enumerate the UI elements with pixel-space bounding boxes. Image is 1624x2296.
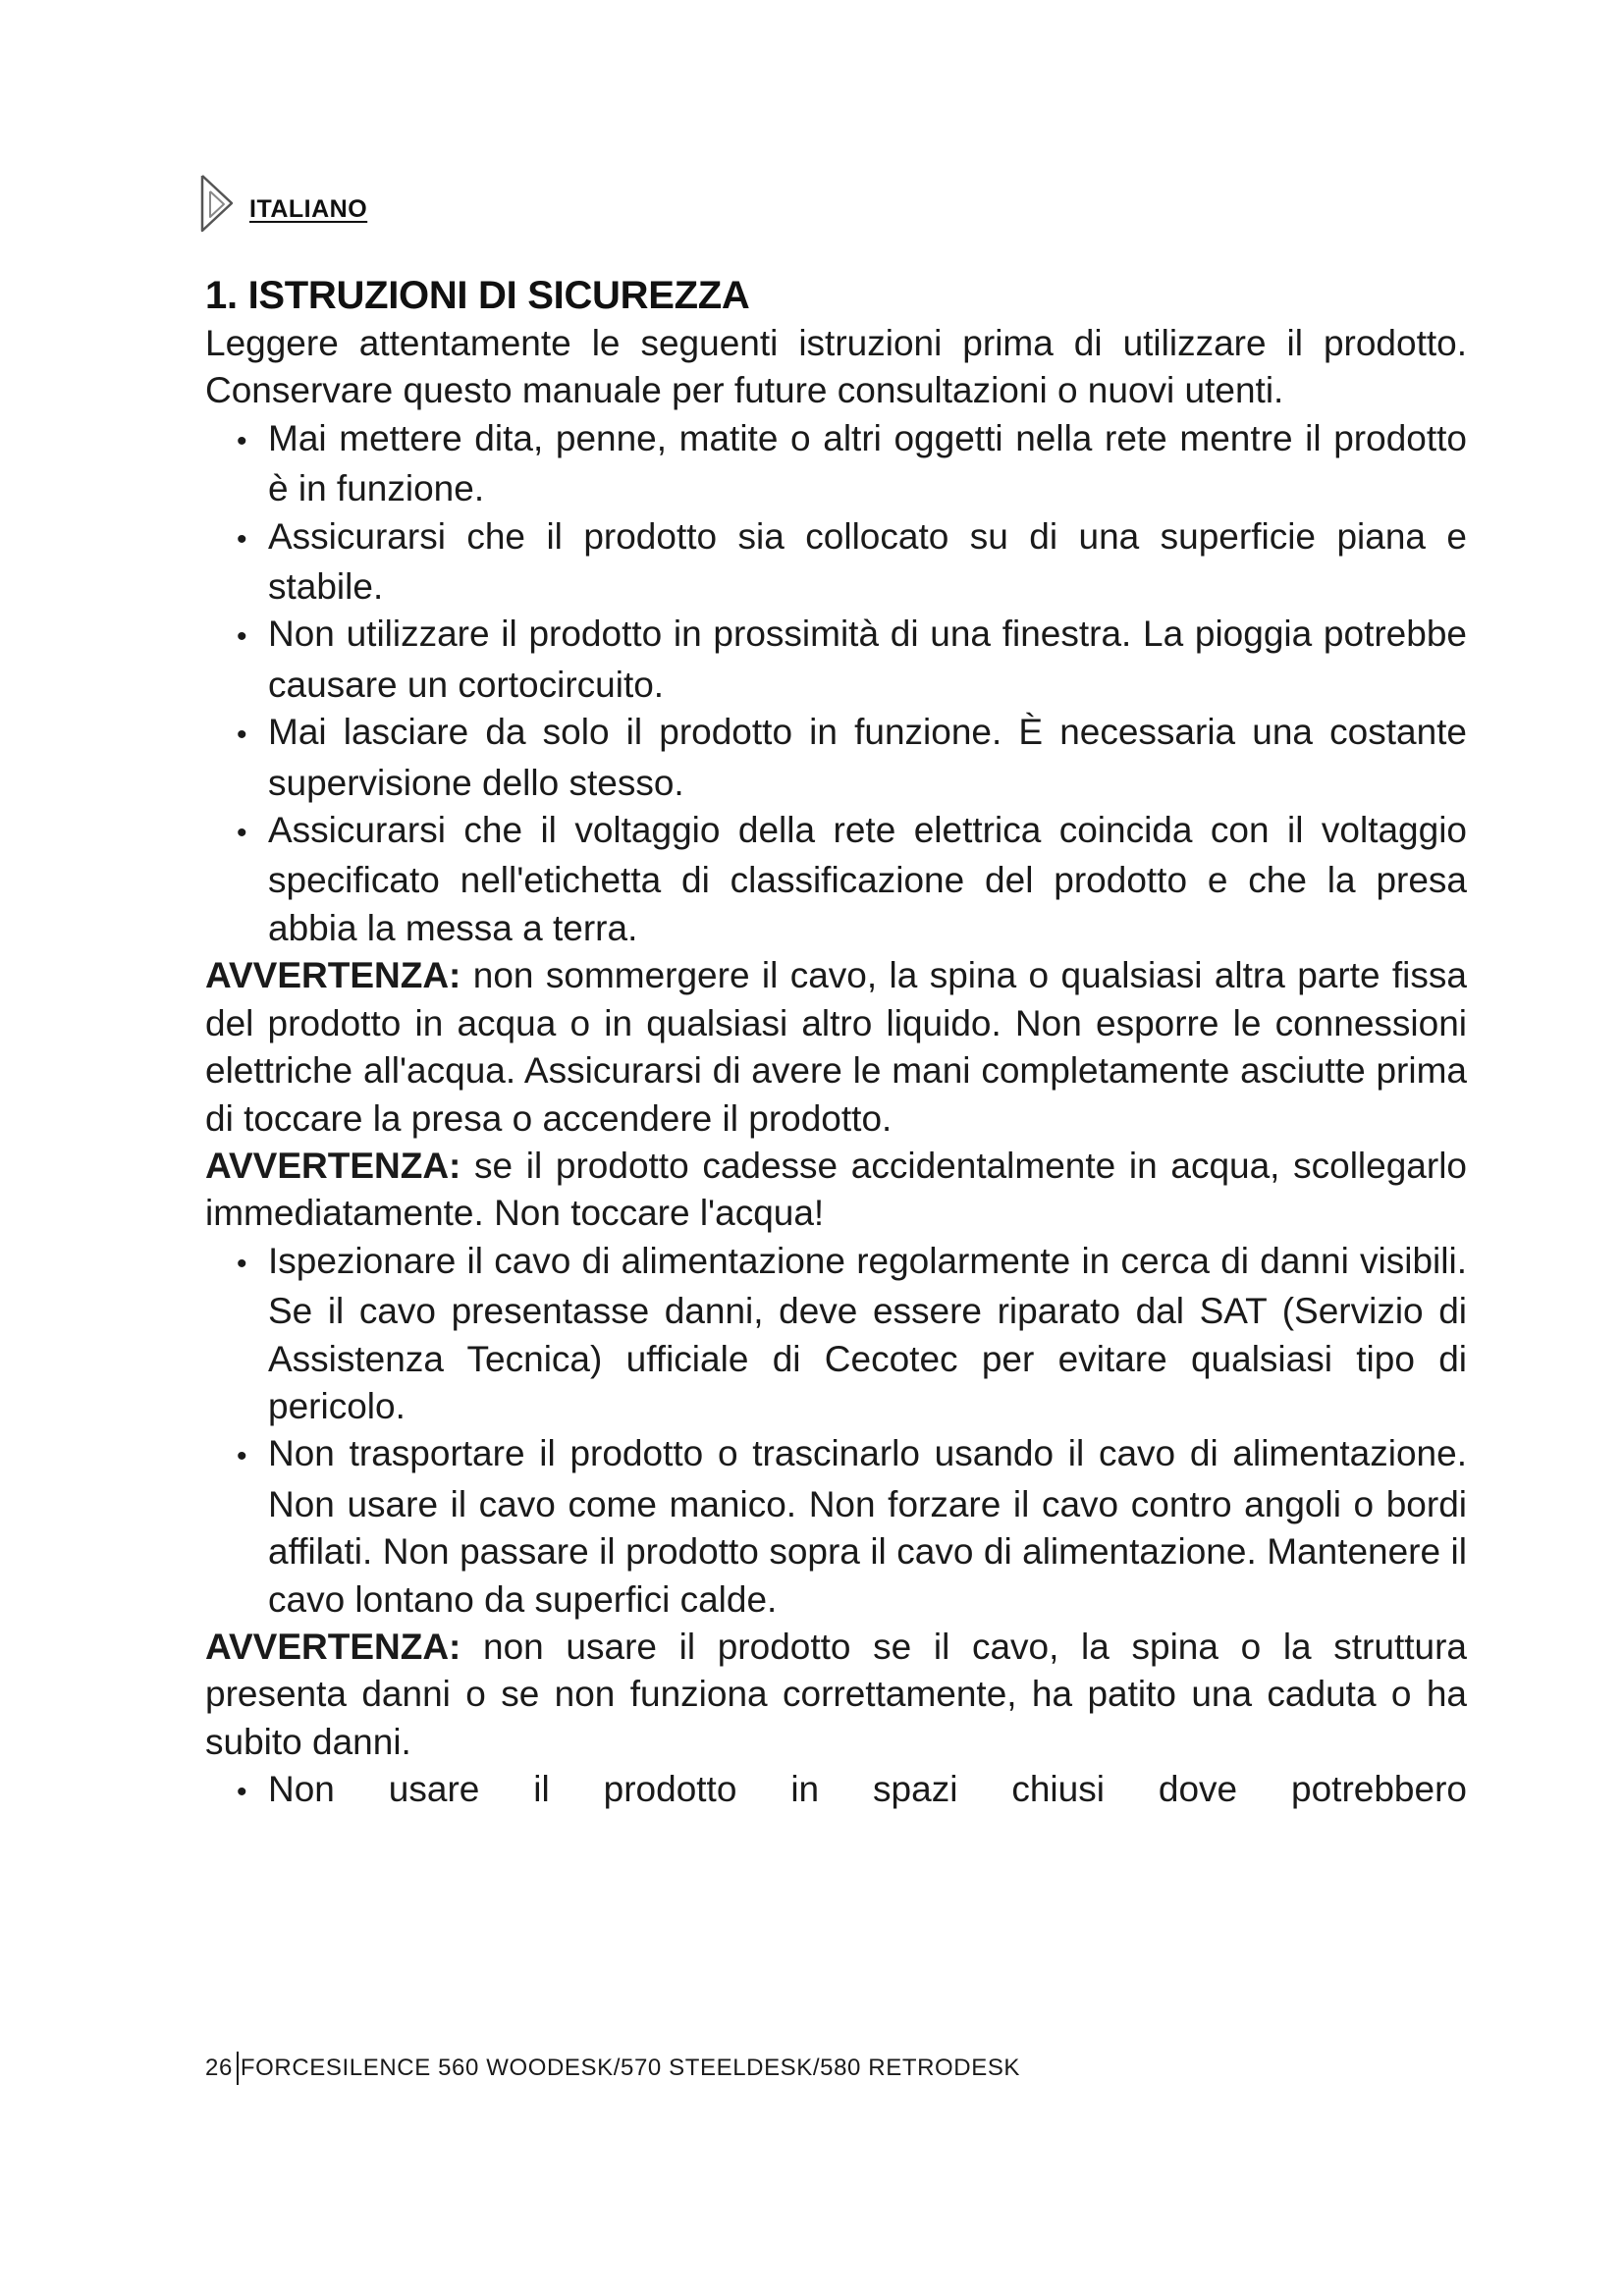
bullet-icon: •	[237, 817, 247, 850]
footer-divider	[237, 2052, 239, 2085]
warning-paragraph	[205, 952, 1467, 1143]
warning-paragraph	[205, 1624, 1467, 1766]
list-item: • Assicurarsi che il prodotto sia collocato su di una superficie piana e stabile.	[237, 515, 1467, 608]
list-item: • Ispezionare il cavo di alimentazione regolarmente in cerca di danni visibili. Se il cavo presentasse danni, deve essere riparato dal SAT (Servizio di Assistenza Tecnica) ufficiale di Cecotec per evitare qualsiasi tipo di pericolo.	[237, 1240, 1467, 1426]
bullet-list-2	[205, 1238, 1467, 1624]
language-label: ITALIANO	[249, 194, 368, 223]
bullet-icon: •	[237, 522, 247, 556]
warning-label: AVVERTENZA:	[205, 955, 461, 996]
warning-text: se il prodotto cadesse accidentalmente in acqua, scollegarlo immediatamente. Non toccare l'acqua!	[205, 1145, 1467, 1234]
warning-label: AVVERTENZA:	[205, 1626, 461, 1667]
warning-text: non sommergere il cavo, la spina o qualsiasi altra parte fissa del prodotto in acqua o in qualsiasi altro liquido. Non esporre le connessioni elettriche all'acqua. Assicurarsi di avere le mani completamente asciutte prima di toccare la presa o accendere il prodotto.	[205, 955, 1467, 1139]
list-item: • Non trasportare il prodotto o trascinarlo usando il cavo di alimentazione. Non usare il cavo come manico. Non forzare il cavo contro angoli o bordi affilati. Non passare il prodotto sopra il cavo di alimentazione. Mantenere il cavo lontano da superfici calde.	[237, 1433, 1467, 1620]
warning-text: non usare il prodotto se il cavo, la spina o la struttura presenta danni o se non funziona correttamente, ha patito una caduta o ha subito danni.	[205, 1626, 1467, 1762]
play-arrow-logo-icon	[198, 172, 238, 235]
list-item: • Mai lasciare da solo il prodotto in funzione. È necessaria una costante supervisione dello stesso.	[237, 712, 1467, 803]
list-item: • Non usare il prodotto in spazi chiusi dove potrebbero	[205, 1766, 1467, 1816]
warning-label: AVVERTENZA:	[205, 1145, 461, 1186]
warning-paragraph	[205, 1143, 1467, 1238]
list-item: • Non utilizzare il prodotto in prossimità di una finestra. La pioggia potrebbe causare un cortocircuito.	[237, 614, 1467, 705]
bullet-icon: •	[237, 620, 247, 654]
bullet-list-1	[205, 415, 1467, 952]
page-number: 26	[205, 2055, 233, 2081]
page-footer	[205, 2052, 1020, 2085]
bullet-icon: •	[237, 1440, 247, 1473]
bullet-icon: •	[237, 719, 247, 752]
section-title: 1. ISTRUZIONI DI SICUREZZA	[205, 274, 750, 317]
bullet-icon: •	[237, 1247, 247, 1280]
bullet-icon: •	[237, 424, 247, 457]
page-header	[198, 172, 367, 235]
page-content	[205, 272, 1467, 1817]
bullet-icon: •	[237, 1776, 247, 1809]
list-item: • Mai mettere dita, penne, matite o altri oggetti nella rete mentre il prodotto è in funzione.	[237, 417, 1467, 509]
product-name: FORCESILENCE 560 WOODESK/570 STEELDESK/580 RETRODESK	[240, 2055, 1021, 2081]
bullet-list-3	[205, 1766, 1467, 1816]
intro-paragraph: Leggere attentamente le seguenti istruzioni prima di utilizzare il prodotto. Conservare questo manuale per future consultazioni o nuovi utenti.	[205, 323, 1467, 411]
list-item: • Assicurarsi che il voltaggio della rete elettrica coincida con il voltaggio specificato nell'etichetta di classificazione del prodotto e che la presa abbia la messa a terra.	[237, 810, 1467, 948]
